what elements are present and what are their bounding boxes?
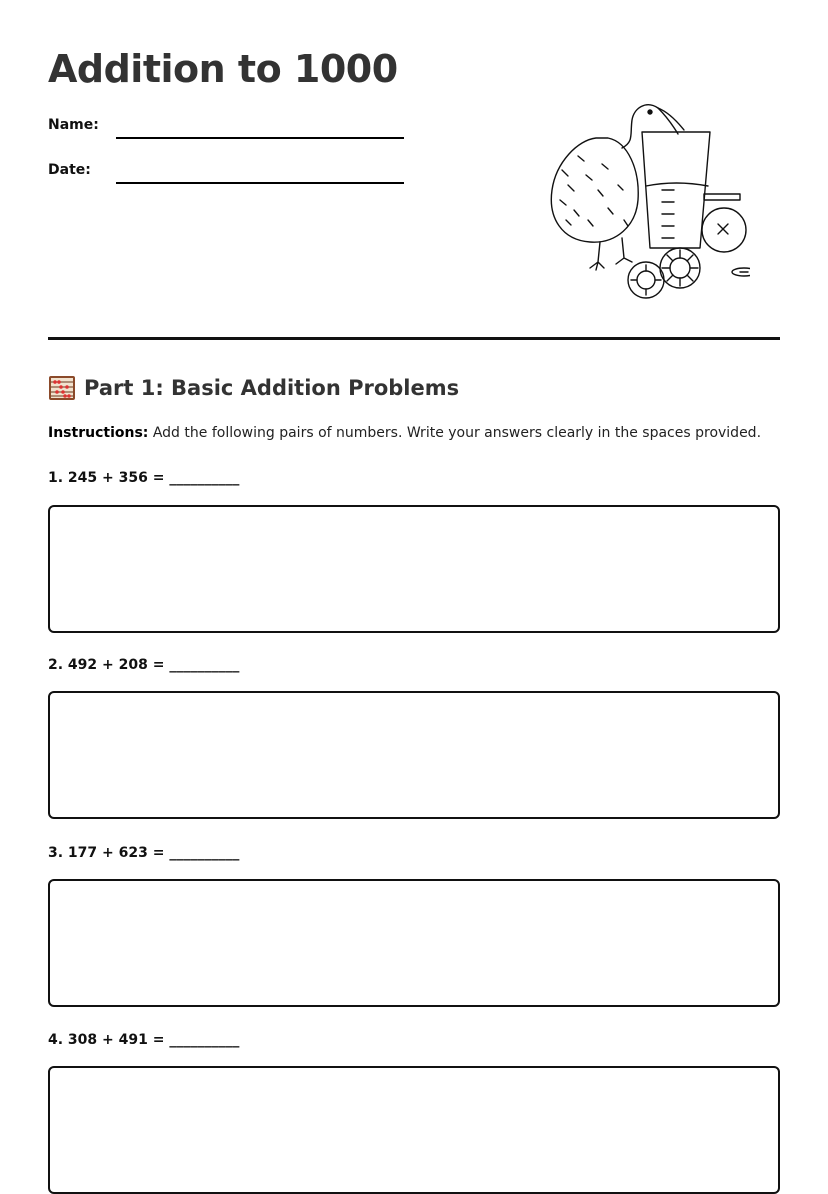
section-divider [48, 337, 780, 340]
date-line[interactable] [116, 182, 404, 184]
abacus-icon [48, 375, 76, 401]
instructions [48, 425, 761, 441]
name-field[interactable] [48, 117, 408, 141]
answer-box-4[interactable] [48, 1066, 780, 1194]
page-title: Addition to 1000 [48, 47, 398, 91]
problem-1: 1. 245 + 356 = __________ [48, 470, 240, 486]
part1-heading [48, 375, 459, 401]
answer-box-1[interactable] [48, 505, 780, 633]
part1-title: Part 1: Basic Addition Problems [84, 376, 460, 400]
answer-box-3[interactable] [48, 879, 780, 1007]
answer-box-2[interactable] [48, 691, 780, 819]
problem-3: 3. 177 + 623 = __________ [48, 845, 240, 861]
problem-2: 2. 492 + 208 = __________ [48, 657, 240, 673]
name-label: Name: [48, 117, 99, 133]
instructions-text: Add the following pairs of numbers. Write your answers clearly in the spaces provided. [148, 425, 762, 441]
date-label: Date: [48, 162, 91, 178]
date-field[interactable] [48, 162, 408, 186]
kiwi-bird-illustration-icon [538, 90, 750, 300]
problem-4: 4. 308 + 491 = __________ [48, 1032, 240, 1048]
instructions-label: Instructions: [48, 425, 149, 441]
name-line[interactable] [116, 137, 404, 139]
